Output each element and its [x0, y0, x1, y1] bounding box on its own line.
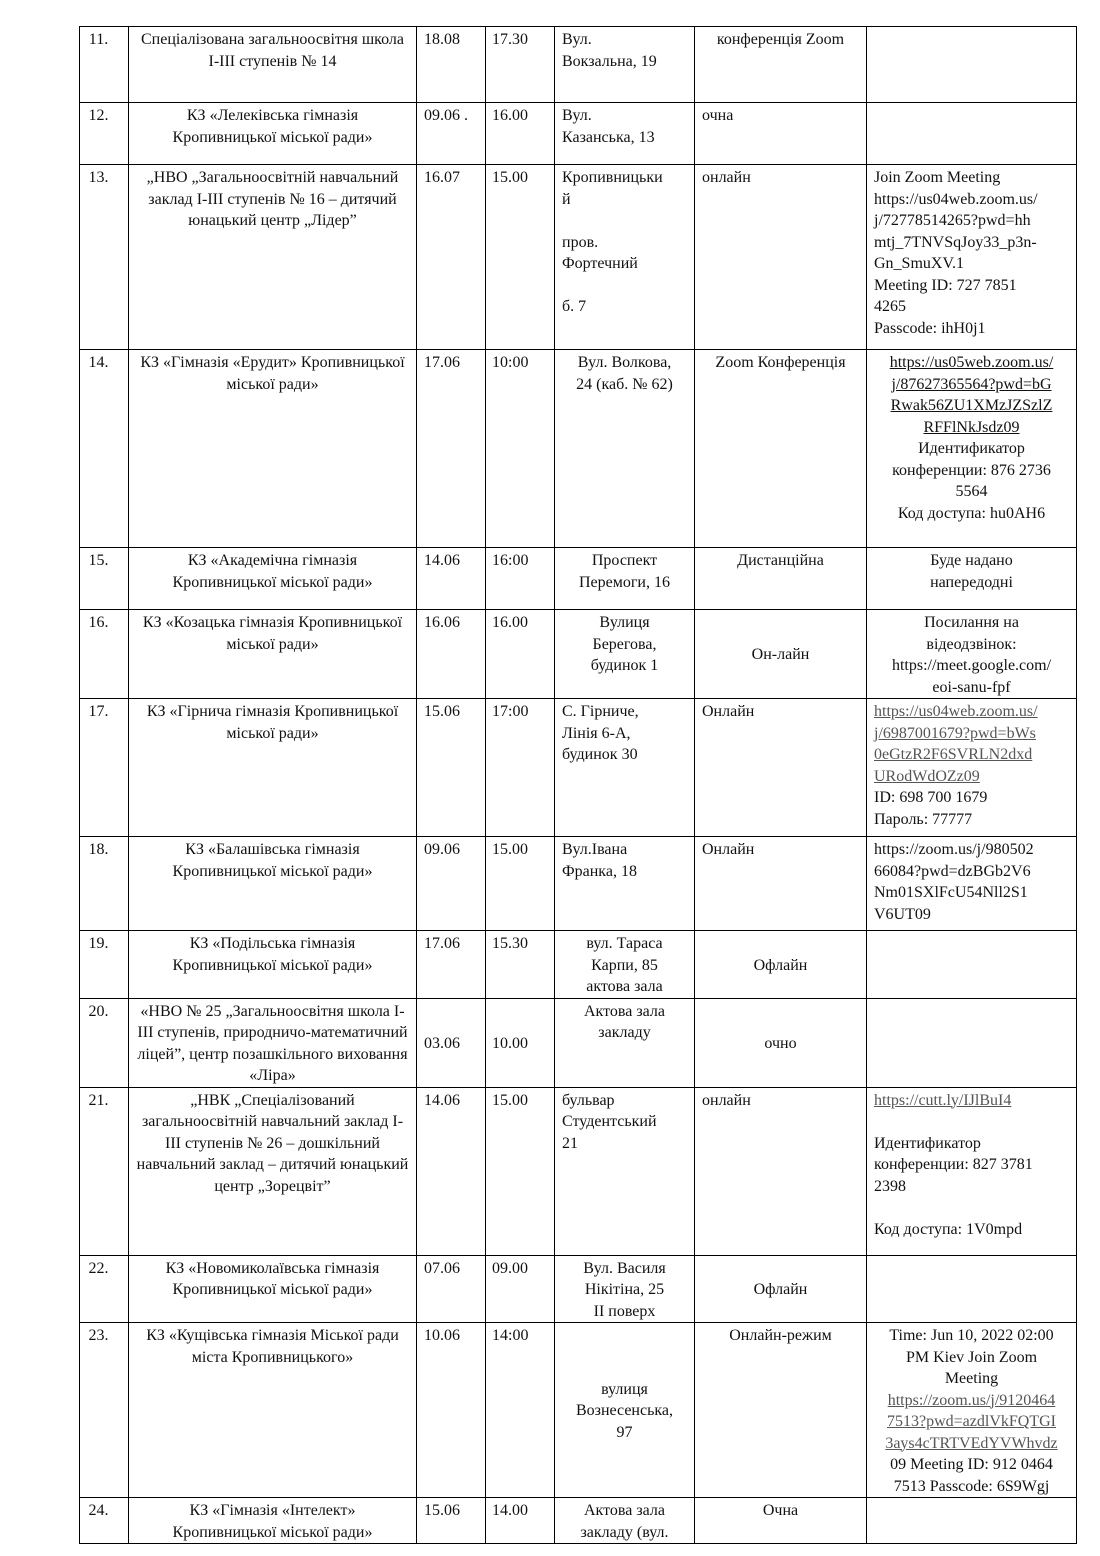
link-line: Пароль: 77777 [874, 810, 973, 828]
link-line: URodWdOZz09 [874, 767, 980, 785]
link-line: ID: 698 700 1679 [874, 789, 988, 806]
event-time: 10.00 [486, 998, 555, 1087]
table-row [80, 350, 1077, 548]
link-line: https://cutt.ly/IJlBuI4 [874, 1091, 1012, 1109]
institution-name: КЗ «Балашівська гімназія Кропивницької міської ради» [129, 837, 417, 931]
event-format: Онлайн [695, 699, 867, 837]
meeting-info [867, 1255, 1077, 1323]
table-row [80, 998, 1077, 1087]
event-time: 16.00 [486, 610, 555, 699]
link-line: https://us05web.zoom.us/ [889, 354, 1054, 371]
link-line: 7513?pwd=azdlVkFQTGI [887, 1413, 1056, 1430]
address-line: бульвар [562, 1091, 615, 1109]
link-line: 2398 [874, 1177, 906, 1195]
meeting-info [867, 610, 1077, 699]
table-row [80, 27, 1077, 103]
institution-name: КЗ «Кущівська гімназія Міської ради міста Кропивницького» [129, 1323, 417, 1498]
event-address [555, 998, 695, 1087]
event-time: 17:00 [486, 699, 555, 837]
link-line: j/87627365564?pwd=bG [891, 375, 1052, 393]
event-format: Zoom Конференція [695, 350, 867, 548]
event-date: 17.06 [417, 931, 486, 999]
meeting-info [867, 103, 1077, 165]
institution-name: КЗ «Лелеківська гімназія Кропивницької міської ради» [129, 103, 417, 165]
link-line: https://us04web.zoom.us/ [874, 703, 1038, 720]
link-line: https://meet.google.com/ [891, 657, 1052, 674]
address-line: 24 (каб. № 62) [576, 375, 673, 393]
address-line: С. Гірниче, [562, 703, 639, 720]
address-line: Актова зала [584, 1002, 665, 1020]
meeting-info [867, 1323, 1077, 1498]
address-line: Актова зала [584, 1502, 665, 1519]
event-address [555, 1087, 695, 1255]
link-line: Meeting [944, 1370, 999, 1387]
meeting-info [867, 998, 1077, 1087]
address-line: Вул. Василя [583, 1259, 666, 1277]
address-line: Кропивницьки [562, 169, 663, 186]
row-number: 19. [80, 931, 129, 999]
event-format: конференція Zoom [695, 27, 867, 103]
address-line: ІІ поверх [593, 1302, 656, 1320]
row-number: 17. [80, 699, 129, 837]
row-number: 20. [80, 998, 129, 1087]
address-line: Нікітіна, 25 [584, 1281, 665, 1298]
event-date: 07.06 [417, 1255, 486, 1323]
address-line: закладу (вул. [580, 1523, 669, 1541]
link-line: 4265 [874, 298, 906, 315]
institution-name: КЗ «Подільська гімназія Кропивницької міської ради» [129, 931, 417, 999]
event-address [555, 931, 695, 999]
link-line: PM Kiev Join Zoom [905, 1348, 1038, 1366]
link-line: Код доступа: hu0AH6 [897, 504, 1046, 522]
event-time: 10:00 [486, 350, 555, 548]
event-date: 14.06 [417, 548, 486, 610]
address-line: 21 [562, 1134, 578, 1152]
link-line: eoi-sanu-fpf [932, 678, 1011, 696]
event-address [555, 103, 695, 165]
meeting-info [867, 1498, 1077, 1544]
institution-name: КЗ «Гірнича гімназія Кропивницької міської ради» [129, 699, 417, 837]
link-line: mtj_7TNVSqJoy33_p3n- [874, 233, 1037, 251]
row-number: 22. [80, 1255, 129, 1323]
meeting-info [867, 699, 1077, 837]
address-line: Берегова, [592, 635, 657, 653]
address-line: Проспект [591, 552, 658, 569]
link-line: V6UT09 [874, 905, 931, 923]
address-line: Вул. Волкова, [577, 354, 672, 371]
event-date: 16.07 [417, 165, 486, 350]
table-row [80, 610, 1077, 699]
institution-name: Спеціалізована загальноосвітня школа І-ІІІ ступенів № 14 [129, 27, 417, 103]
link-line: Nm01SXlFcU54Nll2S1 [874, 884, 1028, 901]
address-line: Франка, 18 [562, 862, 637, 880]
link-line: Time: Jun 10, 2022 02:00 [889, 1327, 1054, 1344]
address-line: Фортечний [562, 255, 638, 272]
event-format: Офлайн [695, 1255, 867, 1323]
institution-name: „НВК „Спеціалізований загальноосвітній навчальний заклад І-ІІІ ступенів № 26 – дошкільний навчальний заклад – дитячий юнацький центр „Зорецвіт” [129, 1087, 417, 1255]
row-number: 13. [80, 165, 129, 350]
table-row [80, 1255, 1077, 1323]
row-number: 21. [80, 1087, 129, 1255]
event-time: 14:00 [486, 1323, 555, 1498]
link-line: j/6987001679?pwd=bWs [874, 724, 1036, 742]
link-line: Код доступа: 1V0mpd [874, 1220, 1023, 1238]
institution-name: «НВО № 25 „Загальноосвітня школа І-ІІІ ступенів, природничо-математичний ліцей”, центр позашкільного виховання «Ліра» [129, 998, 417, 1087]
event-format: Дистанційна [695, 548, 867, 610]
event-format: Онлайн-режим [695, 1323, 867, 1498]
table-row [80, 548, 1077, 610]
event-date: 15.06 [417, 699, 486, 837]
event-time: 09.00 [486, 1255, 555, 1323]
event-address [555, 350, 695, 548]
event-date: 15.06 [417, 1498, 486, 1544]
table-row [80, 699, 1077, 837]
table-row [80, 1323, 1077, 1498]
link-line: Идентификатор [874, 1134, 981, 1152]
row-number: 18. [80, 837, 129, 931]
event-address [555, 837, 695, 931]
event-time: 14.00 [486, 1498, 555, 1544]
link-line: Буде надано [930, 552, 1013, 569]
row-number: 11. [80, 27, 129, 103]
event-time: 16.00 [486, 103, 555, 165]
address-line: Студентський [562, 1113, 657, 1130]
address-line: б. 7 [562, 298, 587, 315]
event-time: 15.30 [486, 931, 555, 999]
event-format: Офлайн [695, 931, 867, 999]
address-line: Вул. [562, 107, 592, 124]
address-line: Вул. [562, 31, 592, 48]
address-line: будинок 1 [590, 657, 659, 674]
address-line: вул. Тараса [586, 935, 663, 952]
event-time: 15.00 [486, 165, 555, 350]
row-number: 16. [80, 610, 129, 699]
address-line: Вознесенська, [575, 1402, 674, 1420]
address-line: Перемоги, 16 [578, 573, 670, 591]
event-date: 14.06 [417, 1087, 486, 1255]
link-line: Passcode: ihH0j1 [874, 319, 986, 337]
row-number: 12. [80, 103, 129, 165]
institution-name: КЗ «Гімназія «Ерудит» Кропивницької міської ради» [129, 350, 417, 548]
event-time: 17.30 [486, 27, 555, 103]
event-date: 18.08 [417, 27, 486, 103]
link-line: 0eGtzR2F6SVRLN2dxd [874, 746, 1033, 763]
table-row [80, 1087, 1077, 1255]
link-line: Join Zoom Meeting [874, 169, 1001, 186]
meeting-info [867, 548, 1077, 610]
institution-name: КЗ «Гімназія «Інтелект» Кропивницької міської ради» [129, 1498, 417, 1544]
address-line: будинок 30 [562, 746, 638, 763]
address-line: Лінія 6-А, [562, 724, 631, 742]
address-line: Казанська, 13 [562, 128, 655, 146]
link-line: https://zoom.us/j/980502 [874, 841, 1034, 858]
address-line: вулиця [601, 1380, 648, 1398]
row-number: 24. [80, 1498, 129, 1544]
meeting-info [867, 27, 1077, 103]
event-date: 09.06 [417, 837, 486, 931]
link-line: конференции: 827 3781 [874, 1156, 1033, 1173]
event-date: 17.06 [417, 350, 486, 548]
link-line: RFFlNkJsdz09 [923, 418, 1020, 436]
event-format: онлайн [695, 165, 867, 350]
institution-name: КЗ «Новомиколаївська гімназія Кропивницької міської ради» [129, 1255, 417, 1323]
address-line: закладу [598, 1024, 651, 1041]
address-line: Вулиця [599, 614, 650, 631]
link-line: https://us04web.zoom.us/ [874, 190, 1038, 208]
event-address [555, 548, 695, 610]
meeting-info [867, 350, 1077, 548]
table-row [80, 103, 1077, 165]
link-line: 5564 [955, 483, 988, 500]
event-address [555, 165, 695, 350]
event-format: Онлайн [695, 837, 867, 931]
event-time: 16:00 [486, 548, 555, 610]
link-line: j/72778514265?pwd=hh [874, 212, 1031, 229]
address-line: актова зала [586, 978, 663, 995]
address-line: Вул.Івана [562, 841, 628, 858]
link-line: Gn_SmuXV.1 [874, 255, 964, 272]
schedule-table [79, 26, 1077, 1544]
address-line: Вокзальна, 19 [562, 52, 657, 70]
institution-name: КЗ «Академічна гімназія Кропивницької міської ради» [129, 548, 417, 610]
event-address [555, 610, 695, 699]
event-date: 16.06 [417, 610, 486, 699]
link-line: 09 Meeting ID: 912 0464 [890, 1456, 1053, 1473]
event-format: очна [695, 103, 867, 165]
event-address [555, 1255, 695, 1323]
link-line: 3ays4cTRTVEdYVWhvdz [885, 1434, 1058, 1452]
event-format: онлайн [695, 1087, 867, 1255]
event-address [555, 699, 695, 837]
link-line: відеодзвінок: [926, 635, 1017, 653]
table-row [80, 165, 1077, 350]
event-address [555, 1498, 695, 1544]
link-line: 66084?pwd=dzBGb2V6 [874, 862, 1031, 880]
link-line: конференции: 876 2736 [892, 461, 1051, 479]
row-number: 23. [80, 1323, 129, 1498]
institution-name: „НВО „Загальноосвітній навчальний заклад І-ІІІ ступенів № 16 – дитячий юнацький центр „Лідер” [129, 165, 417, 350]
event-time: 15.00 [486, 837, 555, 931]
row-number: 15. [80, 548, 129, 610]
table-row [80, 931, 1077, 999]
meeting-info [867, 931, 1077, 999]
link-line: Meeting ID: 727 7851 [874, 276, 1017, 294]
meeting-info [867, 837, 1077, 931]
link-line: напередодні [930, 573, 1013, 591]
address-line: Карпи, 85 [591, 956, 658, 974]
event-format: Он-лайн [695, 610, 867, 699]
address-line: й [562, 190, 571, 208]
event-address [555, 1323, 695, 1498]
event-time: 15.00 [486, 1087, 555, 1255]
event-date: 10.06 [417, 1323, 486, 1498]
row-number: 14. [80, 350, 129, 548]
link-line: https://zoom.us/j/9120464 [887, 1391, 1056, 1409]
address-line: 97 [616, 1423, 633, 1441]
table-row [80, 837, 1077, 931]
meeting-info [867, 165, 1077, 350]
event-date: 03.06 [417, 998, 486, 1087]
link-line: 7513 Passcode: 6S9Wgj [893, 1477, 1050, 1495]
event-date: 09.06 . [417, 103, 486, 165]
address-line: пров. [562, 233, 599, 251]
institution-name: КЗ «Козацька гімназія Кропивницької міської ради» [129, 610, 417, 699]
event-format: Очна [695, 1498, 867, 1544]
meeting-info [867, 1087, 1077, 1255]
table-row [80, 1498, 1077, 1544]
link-line: Rwak56ZU1XMzJZSzlZ [890, 397, 1053, 414]
event-address [555, 27, 695, 103]
link-line: Идентификатор [918, 440, 1025, 457]
event-format: очно [695, 998, 867, 1087]
link-line: Посилання на [924, 614, 1019, 631]
